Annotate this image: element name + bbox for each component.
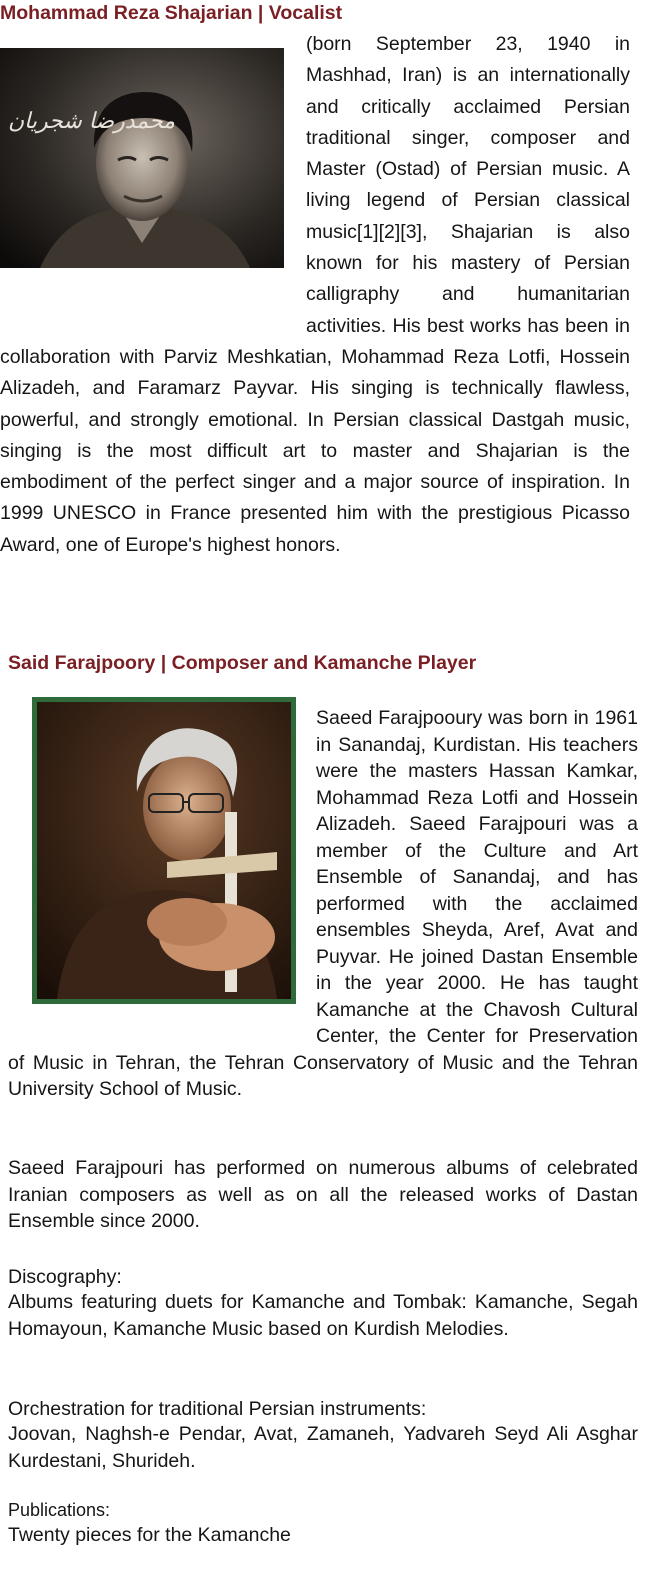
publications-label: Publications: xyxy=(8,1500,111,1520)
calligraphy-signature: محمدرضا شجریان xyxy=(8,109,176,134)
farajpoory-portrait-image xyxy=(37,702,291,999)
farajpoory-portrait xyxy=(32,697,296,1004)
discography-label: Discography: xyxy=(8,1266,122,1288)
shajarian-portrait-image xyxy=(0,48,284,268)
orchestration-label: Orchestration for traditional Persian instruments: xyxy=(8,1398,427,1420)
discography-text: Albums featuring duets for Kamanche and Tombak: Kamanche, Segah Homayoun, Kamanche Music based on Kurdish Melodies. xyxy=(8,1291,638,1340)
orchestration-text: Joovan, Naghsh-e Pendar, Avat, Zamaneh, Yadvareh Seyd Ali Asghar Kurdestani, Shurideh. xyxy=(8,1423,638,1472)
publications-text: Twenty pieces for the Kamanche xyxy=(8,1524,291,1546)
shajarian-portrait xyxy=(0,48,284,268)
artist2-bio-text: Saeed Farajpooury was born in 1961 in Sanandaj, Kurdistan. His teachers were the masters Hassan Kamkar, Mohammad Reza Lotfi and Hossein Alizadeh. Saeed Farajpouri was a member of the Culture and Art Ensemble of Sanandaj, and has performed with the acclaimed ensembles Sheyda, Aref, Avat and Puyvar. He joined Dastan Ensemble in the year 2000. He has taught Kamanche at the Chavosh Cultural Center, the Center for Preservation of Music in Tehran, the Tehran Conservatory of Music and the Tehran University School of Music. xyxy=(8,707,638,1100)
artist2-heading: Said Farajpoory | Composer and Kamanche Player xyxy=(8,652,477,674)
artist1-bio-text: (born September 23, 1940 in Mashhad, Iran) is an internationally and critically acclaimed Persian traditional singer, composer and Master (Ostad) of Persian music. A living legend of Persian classical music[1][2][3], Shajarian is also known for his mastery of Persian calligraphy and humanitarian activities. His best works has been in collaboration with Parviz Meshkatian, Mohammad Reza Lotfi, Hossein Alizadeh, and Faramarz Payvar. His singing is technically flawless, powerful, and strongly emotional. In Persian classical Dastgah music, singing is the most difficult art to master and Shajarian is the embodiment of the perfect singer and a major source of inspiration. In 1999 UNESCO in France presented him with the prestigious Picasso Award, one of Europe's highest honors. xyxy=(0,33,630,556)
artist1-heading: Mohammad Reza Shajarian | Vocalist xyxy=(0,2,343,24)
albums-paragraph: Saeed Farajpouri has performed on numerous albums of celebrated Iranian composers as well as on all the released works of Dastan Ensemble since 2000. xyxy=(8,1157,638,1232)
